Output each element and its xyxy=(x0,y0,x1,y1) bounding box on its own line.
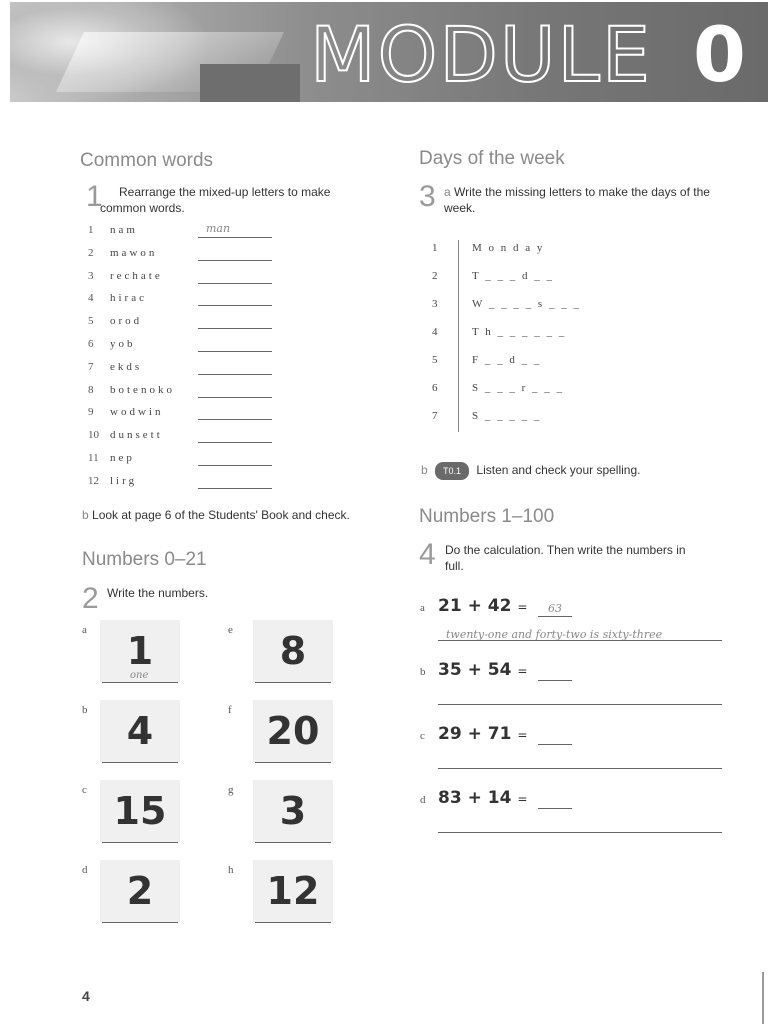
calculation xyxy=(438,660,527,680)
answer-line[interactable] xyxy=(538,680,572,681)
calculation xyxy=(438,788,527,808)
item-number: 1 xyxy=(88,224,94,236)
item-number: 4 xyxy=(432,326,438,338)
module-number: 0 xyxy=(693,10,746,99)
expression: 29 + 71 xyxy=(438,724,512,744)
number-figure: 3 xyxy=(253,780,333,842)
answer-text: one xyxy=(130,670,149,681)
scrambled-word: ekds xyxy=(110,360,143,373)
item-letter: c xyxy=(82,784,87,796)
exercise-instruction xyxy=(444,184,724,216)
answer-line[interactable] xyxy=(102,922,178,923)
number-figure: 15 xyxy=(100,780,180,842)
scrambled-word: rechate xyxy=(110,269,163,282)
full-answer-text: twenty-one and forty-two is sixty-three xyxy=(446,628,663,641)
item-number: 6 xyxy=(432,382,438,394)
full-answer-line[interactable] xyxy=(438,704,722,705)
item-letter: f xyxy=(228,704,232,716)
page-edge xyxy=(762,972,764,1024)
day-pattern[interactable]: W _ _ _ _ s _ _ _ xyxy=(472,298,581,310)
equals-sign: = xyxy=(517,792,528,806)
item-letter: d xyxy=(420,794,426,806)
scrambled-word: hirac xyxy=(110,292,147,305)
scrambled-word: mawon xyxy=(110,246,158,259)
answer-line[interactable] xyxy=(198,260,272,261)
days-divider xyxy=(458,240,459,432)
exercise-number: 4 xyxy=(419,538,436,571)
answer-line[interactable] xyxy=(198,328,272,329)
scrambled-word: wodwin xyxy=(110,406,164,419)
answer-line[interactable] xyxy=(198,283,272,284)
exercise-number: 1 xyxy=(86,180,103,213)
exercise-instruction: Rearrange the mixed-up letters to make common words. xyxy=(100,185,331,215)
item-letter: b xyxy=(420,666,426,678)
number-figure: 1 xyxy=(100,620,180,682)
number-figure: 20 xyxy=(253,700,333,762)
exercise-letter: b xyxy=(82,508,89,522)
equals-sign: = xyxy=(517,664,528,678)
item-number: 3 xyxy=(432,298,438,310)
answer-line[interactable] xyxy=(198,397,272,398)
answer-line[interactable] xyxy=(538,808,572,809)
banner-dark-box xyxy=(200,64,300,102)
answer-line[interactable] xyxy=(198,442,272,443)
item-letter: c xyxy=(420,730,425,742)
day-pattern[interactable]: T _ _ _ d _ _ xyxy=(472,270,555,282)
item-letter: d xyxy=(82,864,88,876)
item-number: 8 xyxy=(88,383,94,396)
answer-line[interactable] xyxy=(538,616,572,617)
day-pattern[interactable]: S _ _ _ _ _ xyxy=(472,410,542,422)
exercise-letter: a xyxy=(444,185,451,199)
calculation xyxy=(438,596,527,616)
item-number: 2 xyxy=(432,270,438,282)
item-letter: a xyxy=(82,624,87,636)
number-figure: 2 xyxy=(100,860,180,922)
answer-text: 63 xyxy=(548,602,562,615)
exercise-text: Look at page 6 of the Students' Book and check. xyxy=(92,508,350,522)
item-number: 11 xyxy=(88,452,99,464)
answer-text: man xyxy=(206,222,231,235)
item-letter: h xyxy=(228,864,234,876)
number-figure: 8 xyxy=(253,620,333,682)
answer-line[interactable] xyxy=(198,488,272,489)
item-letter: a xyxy=(420,602,425,614)
answer-line[interactable] xyxy=(255,682,331,683)
answer-line[interactable] xyxy=(255,762,331,763)
answer-line[interactable] xyxy=(102,682,178,683)
answer-line[interactable] xyxy=(198,419,272,420)
answer-line[interactable] xyxy=(255,922,331,923)
scrambled-word: lirg xyxy=(110,474,138,487)
item-number: 6 xyxy=(88,338,94,350)
item-number: 5 xyxy=(432,354,438,366)
audio-track-badge: T0.1 xyxy=(435,462,469,480)
answer-line[interactable] xyxy=(198,351,272,352)
exercise-b-instruction xyxy=(82,507,350,523)
answer-line[interactable] xyxy=(255,842,331,843)
exercise-number: 2 xyxy=(82,582,99,615)
item-letter: g xyxy=(228,784,234,796)
item-letter: e xyxy=(228,624,233,636)
section-title-numbers-1-100: Numbers 1–100 xyxy=(419,506,555,527)
answer-line[interactable] xyxy=(102,762,178,763)
exercise-instruction: Do the calculation. Then write the numbers in full. xyxy=(445,543,686,573)
item-number: 2 xyxy=(88,246,94,259)
exercise-instruction: Write the numbers. xyxy=(107,586,209,600)
expression: 35 + 54 xyxy=(438,660,512,680)
item-number: 10 xyxy=(88,429,99,442)
number-figure: 4 xyxy=(100,700,180,762)
full-answer-line[interactable] xyxy=(438,832,722,833)
scrambled-word: botenoko xyxy=(110,383,175,396)
scrambled-word: yob xyxy=(110,338,136,350)
item-number: 7 xyxy=(432,410,438,422)
day-pattern[interactable]: F _ _ d _ _ xyxy=(472,354,542,366)
scrambled-word: nam xyxy=(110,224,138,236)
day-pattern[interactable]: M o n d a y xyxy=(472,242,545,254)
section-title-numbers-0-21: Numbers 0–21 xyxy=(82,549,207,570)
answer-line[interactable] xyxy=(198,465,272,466)
module-title: MODULE xyxy=(310,10,652,99)
equals-sign: = xyxy=(517,600,528,614)
item-number: 7 xyxy=(88,360,94,373)
item-number: 12 xyxy=(88,474,99,487)
item-number: 1 xyxy=(432,242,438,254)
full-answer-line[interactable] xyxy=(438,640,722,641)
expression: 21 + 42 xyxy=(438,596,512,616)
answer-line[interactable] xyxy=(102,842,178,843)
answer-line[interactable] xyxy=(538,744,572,745)
exercise-number: 3 xyxy=(419,180,436,213)
number-figure: 12 xyxy=(253,860,333,922)
section-title-common-words: Common words xyxy=(80,150,214,171)
item-number: 9 xyxy=(88,406,94,419)
expression: 83 + 14 xyxy=(438,788,512,808)
scrambled-word: orod xyxy=(110,315,143,328)
scrambled-word: nep xyxy=(110,452,135,464)
answer-line[interactable] xyxy=(198,237,272,238)
exercise-b-instruction xyxy=(421,462,641,480)
exercise-text: Write the missing letters to make the days of the week. xyxy=(444,185,710,215)
page-number: 4 xyxy=(82,988,90,1004)
answer-line[interactable] xyxy=(198,374,272,375)
calculation xyxy=(438,724,527,744)
item-number: 3 xyxy=(88,269,94,282)
equals-sign: = xyxy=(517,728,528,742)
exercise-letter: b xyxy=(421,463,428,477)
scrambled-word: dunsett xyxy=(110,429,163,442)
item-number: 5 xyxy=(88,315,94,328)
answer-line[interactable] xyxy=(198,305,272,306)
day-pattern[interactable]: S _ _ _ r _ _ _ xyxy=(472,382,565,394)
full-answer-line[interactable] xyxy=(438,768,722,769)
day-pattern[interactable]: T h _ _ _ _ _ _ xyxy=(472,326,567,338)
module-banner xyxy=(10,2,768,102)
exercise-text: Listen and check your spelling. xyxy=(476,463,641,477)
section-title-days: Days of the week xyxy=(419,148,565,169)
item-number: 4 xyxy=(88,292,94,305)
item-letter: b xyxy=(82,704,88,716)
